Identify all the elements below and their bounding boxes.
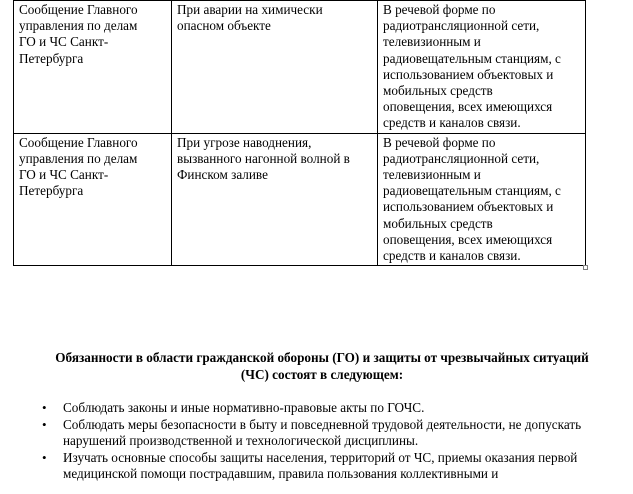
table-cell-method[interactable]: В речевой форме по радиотрансляционной сети, телевизионным и радиовещательным станциям, с использованием объектовых и мобильных средств оповещения, всех имеющихся средств и каналов связи. xyxy=(378,133,586,266)
list-item-text: Соблюдать меры безопасности в быту и повседневной трудовой деятельности, не допускать нарушений производственной и технологической дисциплины. xyxy=(63,416,582,449)
list-item-text: Изучать основные способы защиты населения, территорий от ЧС, приемы оказания первой медицинской помощи пострадавшим, правила пользования коллективными и xyxy=(63,449,578,482)
table-cell-method[interactable]: В речевой форме по радиотрансляционной сети, телевизионным и радиовещательным станциям, с использованием объектовых и мобильных средств оповещения, всех имеющихся средств и каналов связи. xyxy=(378,1,586,134)
table-cell-event[interactable]: При аварии на химически опасном объекте xyxy=(172,1,378,134)
table-cell-source[interactable]: Сообщение Главного управления по делам ГО и ЧС Санкт- Петербурга xyxy=(14,133,172,266)
table-cell-event[interactable]: При угрозе наводнения, вызванного нагонной волной в Финском заливе xyxy=(172,133,378,266)
section-heading-line: Обязанности в области гражданской обороны (ГО) и защиты от чрезвычайных ситуаций xyxy=(55,350,589,365)
list-item-text: Соблюдать законы и иные нормативно-правовые акты по ГОЧС. xyxy=(63,400,425,415)
bullet-icon: • xyxy=(42,449,47,465)
list-item xyxy=(0,417,633,450)
bullet-icon: • xyxy=(42,416,47,432)
table-cell-source[interactable]: Сообщение Главного управления по делам ГО и ЧС Санкт- Петербурга xyxy=(14,1,172,134)
table-row xyxy=(14,1,586,134)
table-row xyxy=(14,133,586,266)
duties-list xyxy=(0,400,633,483)
alert-table xyxy=(13,0,586,266)
section-heading xyxy=(16,349,628,383)
bullet-icon: • xyxy=(42,400,47,415)
list-item xyxy=(0,400,633,417)
section-heading-line: (ЧС) состоят в следующем: xyxy=(240,367,404,382)
list-item xyxy=(0,450,633,483)
table-resize-handle[interactable] xyxy=(583,265,588,270)
